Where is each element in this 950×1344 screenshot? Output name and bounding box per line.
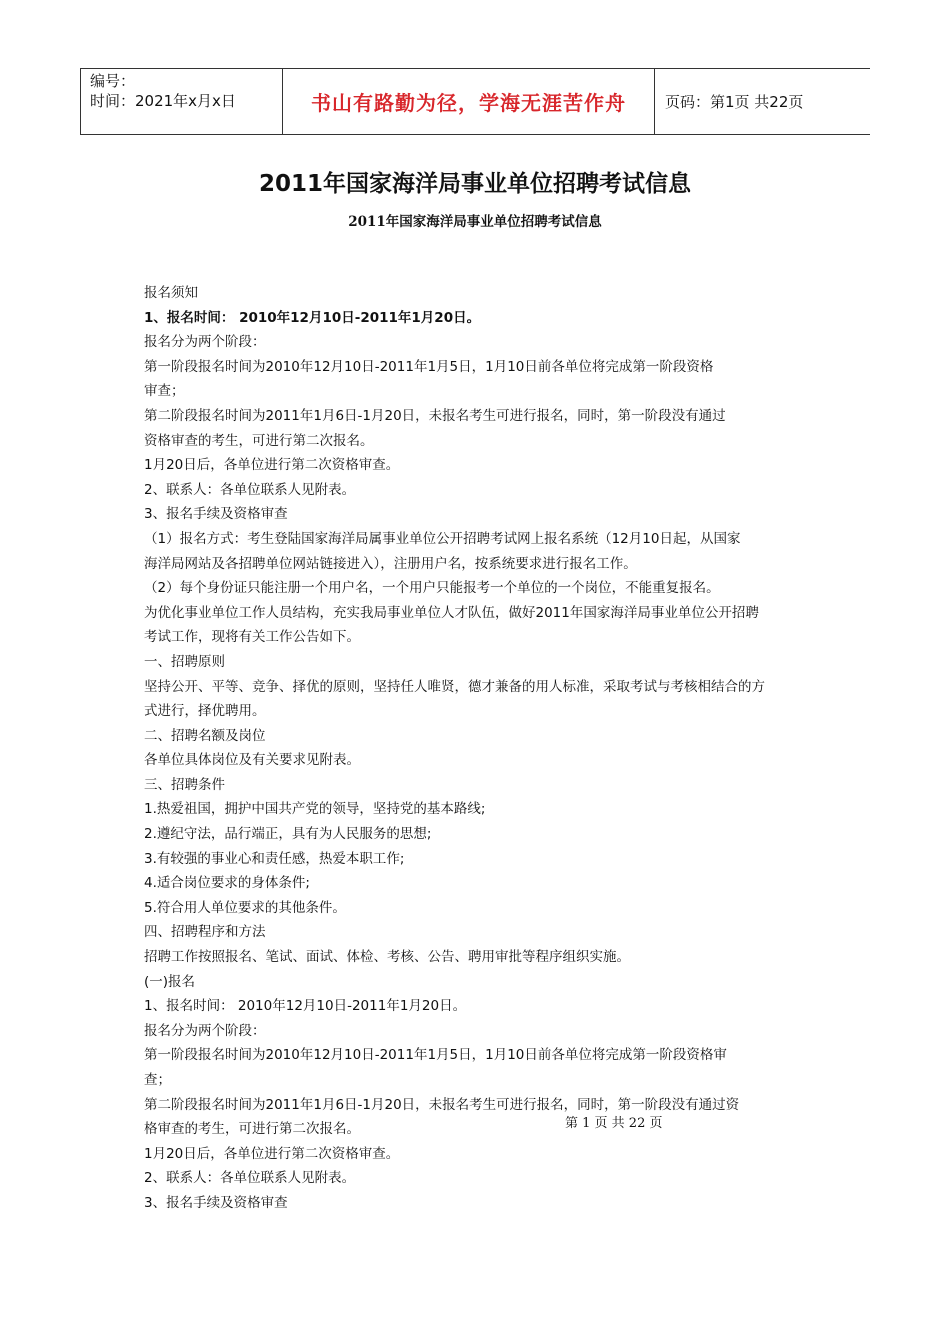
page-info-text: 页码：第1页 共22页 bbox=[665, 93, 804, 111]
body-line: 报名须知 bbox=[144, 285, 198, 301]
motto-text: 书山有路勤为径，学海无涯苦作舟 bbox=[311, 91, 626, 115]
body-line: 二、招聘名额及岗位 bbox=[144, 727, 266, 744]
document-body bbox=[144, 281, 810, 1216]
body-line: 审查； bbox=[144, 383, 185, 400]
header-meta-cell bbox=[81, 69, 283, 134]
body-line: 考试工作，现将有关工作公告如下。 bbox=[144, 629, 360, 646]
body-line: 4.适合岗位要求的身体条件; bbox=[144, 875, 310, 892]
body-line: 第二阶段报名时间为2011年1月6日-1月20日，未报名考生可进行报名，同时，第一阶段没有通过资 bbox=[144, 1096, 740, 1113]
body-line: 1月20日后，各单位进行第二次资格审查。 bbox=[144, 1145, 400, 1162]
page-footer: 第 1 页 共 22 页 bbox=[565, 1116, 663, 1131]
time-label: 时间：2021年x月x日 bbox=[90, 92, 236, 110]
body-line: 2、联系人：各单位联系人见附表。 bbox=[144, 481, 356, 498]
body-line: 3、报名手续及资格审查 bbox=[144, 1194, 288, 1211]
body-line: 海洋局网站及各招聘单位网站链接进入），注册用户名，按系统要求进行报名工作。 bbox=[144, 555, 637, 572]
body-line: 各单位具体岗位及有关要求见附表。 bbox=[144, 752, 360, 769]
body-line: (一)报名 bbox=[144, 973, 196, 990]
body-line: 1、报名时间： 2010年12月10日-2011年1月20日。 bbox=[144, 309, 481, 326]
body-line: 报名分为两个阶段： bbox=[144, 1022, 266, 1039]
body-line: 5.符合用人单位要求的其他条件。 bbox=[144, 899, 346, 916]
body-line: 招聘工作按照报名、笔试、面试、体检、考核、公告、聘用审批等程序组织实施。 bbox=[144, 949, 630, 966]
body-line: 2.遵纪守法，品行端正，具有为人民服务的思想; bbox=[144, 826, 432, 843]
body-line: 3.有较强的事业心和责任感，热爱本职工作; bbox=[144, 850, 405, 867]
document-subtitle: 2011年国家海洋局事业单位招聘考试信息 bbox=[348, 214, 602, 230]
page-info-cell bbox=[655, 69, 871, 134]
body-line: 式进行，择优聘用。 bbox=[144, 703, 266, 720]
body-line: 第二阶段报名时间为2011年1月6日-1月20日，未报名考生可进行报名，同时，第一阶段没有通过 bbox=[144, 407, 726, 424]
body-line: 四、招聘程序和方法 bbox=[144, 924, 266, 941]
body-line: 第一阶段报名时间为2010年12月10日-2011年1月5日，1月10日前各单位将完成第一阶段资格 bbox=[144, 358, 714, 375]
header-table bbox=[80, 68, 870, 135]
body-line: 格审查的考生，可进行第二次报名。 bbox=[144, 1121, 360, 1138]
body-line: 第一阶段报名时间为2010年12月10日-2011年1月5日，1月10日前各单位将完成第一阶段资格审 bbox=[144, 1047, 727, 1064]
body-line: 查； bbox=[144, 1072, 171, 1088]
body-line: 为优化事业单位工作人员结构，充实我局事业单位人才队伍，做好2011年国家海洋局事业单位公开招聘 bbox=[144, 604, 759, 621]
body-line: 报名分为两个阶段： bbox=[144, 334, 266, 351]
body-line: 1.热爱祖国，拥护中国共产党的领导，坚持党的基本路线; bbox=[144, 801, 486, 818]
body-line: 3、报名手续及资格审查 bbox=[144, 506, 288, 523]
motto-cell bbox=[283, 69, 655, 134]
body-line: 三、招聘条件 bbox=[144, 776, 225, 793]
code-label: 编号： bbox=[90, 72, 136, 90]
body-line: 2、联系人：各单位联系人见附表。 bbox=[144, 1170, 356, 1187]
body-line: 1月20日后，各单位进行第二次资格审查。 bbox=[144, 457, 400, 474]
body-line: （1）报名方式：考生登陆国家海洋局属事业单位公开招聘考试网上报名系统（12月10日起，从国家 bbox=[144, 530, 741, 547]
body-line: 1、报名时间： 2010年12月10日-2011年1月20日。 bbox=[144, 998, 467, 1015]
body-line: 资格审查的考生，可进行第二次报名。 bbox=[144, 432, 374, 449]
body-line: 坚持公开、平等、竞争、择优的原则，坚持任人唯贤，德才兼备的用人标准，采取考试与考核相结合的方 bbox=[144, 678, 765, 695]
body-line: （2）每个身份证只能注册一个用户名，一个用户只能报考一个单位的一个岗位，不能重复报名。 bbox=[144, 580, 720, 597]
document-title: 2011年国家海洋局事业单位招聘考试信息 bbox=[258, 171, 691, 197]
body-line: 一、招聘原则 bbox=[144, 653, 225, 670]
